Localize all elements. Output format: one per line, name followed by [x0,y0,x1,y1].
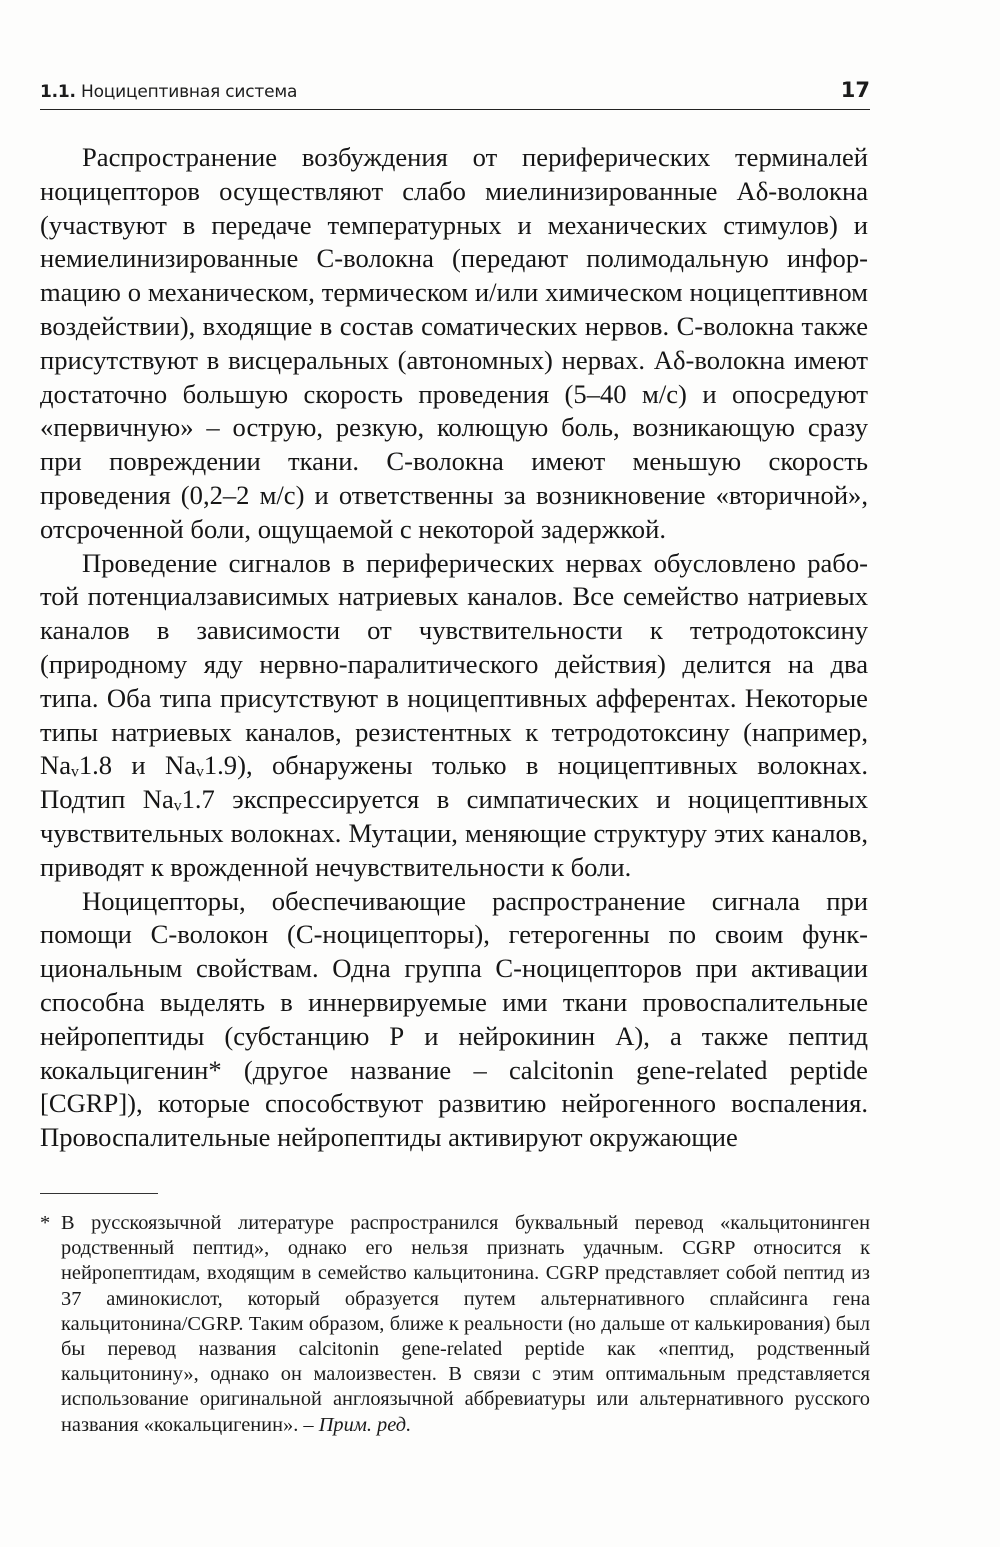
header-divider [40,109,870,110]
footnote-marker: * [40,1212,51,1234]
paragraph: Ноцицепторы, обеспечивающие распространение сигнала при помощи С-волокон (С-ноцицепторы), гетерогенны по своим функциональным свойствам. Одна группа С-ноцицепторов при активации способна выделять в иннервируемые ими ткани провоспалительные нейропептиды (субстанцию Р и нейрокинин А), а также пептид кокальцигенин* (другое название – calcitonin gene-related peptide [CGRP]), которые способствуют развитию нейрогенного воспаления. Провоспалительные нейропептиды активируют окружающие [40,885,868,1153]
footnote-text: В русскоязычной литературе распространился буквальный перевод «кальцитонинген родственный пептид», однако его нельзя признать удачным. CGRP относится к нейропептидам, входящим в семейство кальцитонина. CGRP представляет собой пептид из 37 аминокислот, который образуется путем альтернативного сплайсинга гена кальцитонина/CGRP. Таким образом, ближе к реальности (но дальше от калькирования) был бы перевод названия calcitonin gene-related peptide как «пептид, родственный кальцитонину», однако он малоизвестен. В связи с этим оптимальным представляется использование оригинальной англоязычной аббревиатуры или альтернативного русского названия «кокальцигенин». [61,1212,870,1436]
running-head [40,78,870,108]
main-text [40,141,868,1155]
section-title: Ноцицептивная система [81,82,298,102]
editor-note: – Прим. ред. [303,1413,412,1436]
section-number: 1.1. [40,82,76,102]
footnote-body [61,1211,870,1438]
page-number: 17 [840,78,870,102]
footnote [40,1211,870,1438]
paragraph: Распространение возбуждения от периферических терминалей ноцицепторов осуществляют слабо миелинизированные Аδ-волокна (участвуют в передаче температурных и механических стимулов) и немиелинизированные С-волокна (передают полимодальную инфорmацию о механическом, термическом и/или химическом ноцицептивном воздействии), входящие в состав соматических нервов. С-волокна также присутствуют в висцеральных (автономных) нервах. Аδ-волокна имеют достаточно большую скорость проведения (5–40 м/с) и опосредуют «первичную» – острую, резкую, колющую боль, возникающую сразу при повреждении ткани. С-волокна имеют меньшую скорость проведения (0,2–2 м/с) и ответственны за возникновение «вторичной», отсроченной боли, ощущаемой с некоторой задержкой. [40,142,868,544]
footnote-divider [40,1193,158,1194]
section-heading [40,82,297,102]
paragraph: Проведение сигналов в периферических нервах обусловлено работой потенциалзависимых натриевых каналов. Все семейство натриевых каналов в зависимости от чувствительности к тетродотоксину (природному яду нервно-паралитического действия) делится на два типа. Оба типа присутствуют в ноцицептивных афферентах. Некоторые типы натриевых каналов, резистентных к тетродотоксину (например, Naᵥ1.8 и Naᵥ1.9), обнаружены только в ноцицептивных волокнах. Подтип Naᵥ1.7 экспрессируется в симпатических и ноцицептивных чувствительных волокнах. Мутации, меняющие структуру этих каналов, приводят к врожденной нечувствительности к боли. [40,547,868,882]
